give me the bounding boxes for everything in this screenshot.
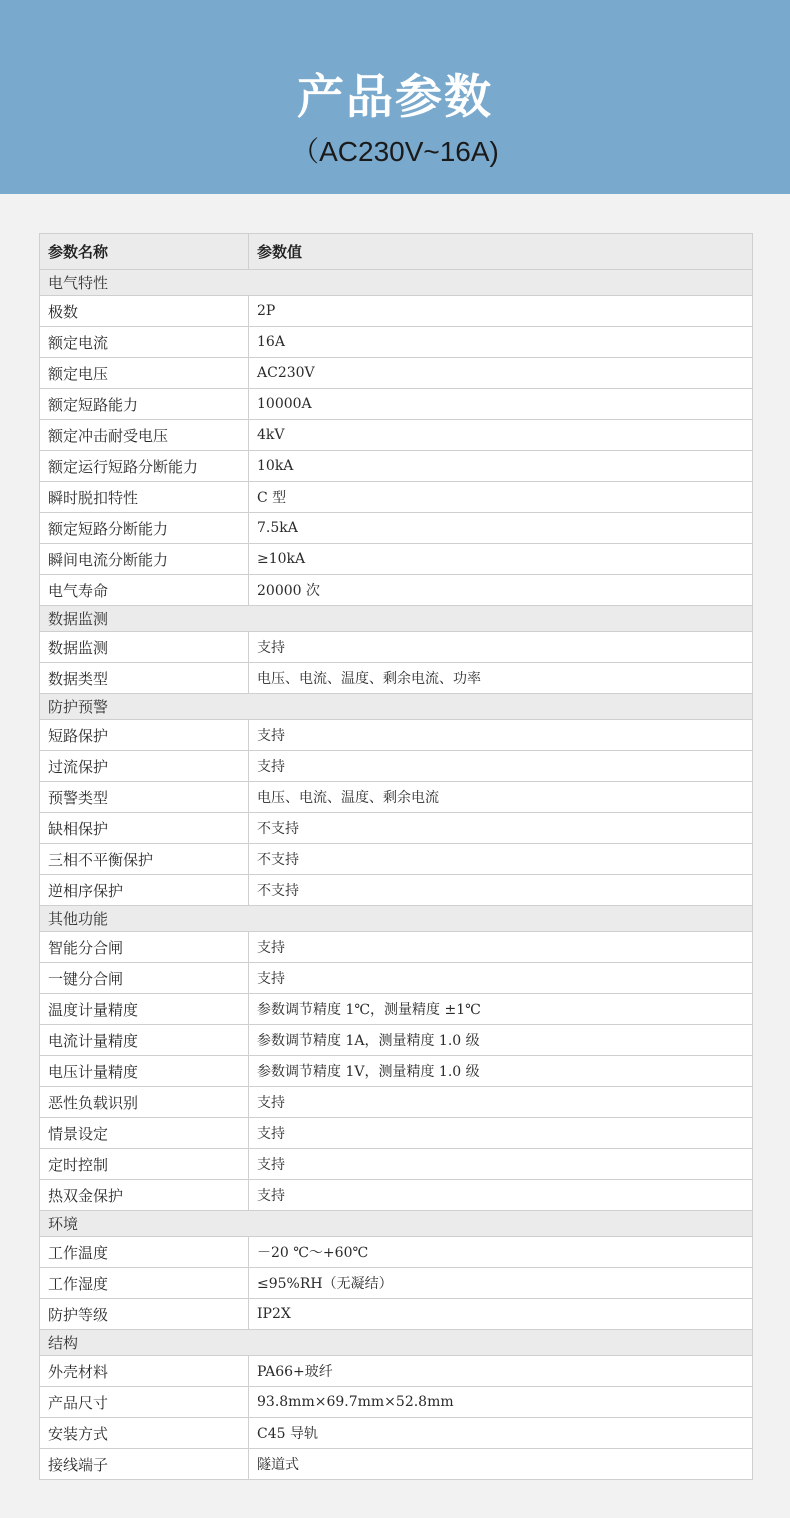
table-row [40,1087,753,1118]
spec-table [39,233,753,1480]
param-value-cell: 参数调节精度 1V，测量精度 1.0 级 [249,1056,753,1087]
param-name-cell: 电气寿命 [40,575,249,606]
param-value-cell: ≤95%RH（无凝结） [249,1268,753,1299]
table-header-row [40,234,753,270]
param-value-cell: 支持 [249,751,753,782]
param-value-cell: 支持 [249,632,753,663]
table-row [40,720,753,751]
param-name-cell: 接线端子 [40,1449,249,1480]
param-name-cell: 电流计量精度 [40,1025,249,1056]
param-value-cell: 支持 [249,932,753,963]
table-row [40,451,753,482]
table-row [40,751,753,782]
page-title: 产品参数 [297,70,493,125]
table-row [40,1118,753,1149]
table-row [40,1418,753,1449]
param-name-cell: 预警类型 [40,782,249,813]
param-name-cell: 温度计量精度 [40,994,249,1025]
param-name-cell: 数据监测 [40,632,249,663]
param-value-cell: 4kV [249,420,753,451]
table-row [40,544,753,575]
param-name-cell: 瞬间电流分断能力 [40,544,249,575]
section-title: 电气特性 [40,270,753,296]
param-name-cell: 产品尺寸 [40,1387,249,1418]
param-name-cell: 额定运行短路分断能力 [40,451,249,482]
table-row [40,327,753,358]
table-row [40,875,753,906]
table-row [40,389,753,420]
table-row [40,632,753,663]
section-title: 其他功能 [40,906,753,932]
table-row [40,1356,753,1387]
param-name-cell: 额定冲击耐受电压 [40,420,249,451]
param-value-cell: PA66+玻纤 [249,1356,753,1387]
table-row [40,420,753,451]
param-name-cell: 恶性负载识别 [40,1087,249,1118]
table-row [40,513,753,544]
table-row [40,994,753,1025]
table-row [40,782,753,813]
table-row [40,1299,753,1330]
param-name-cell: 三相不平衡保护 [40,844,249,875]
param-value-cell: 隧道式 [249,1449,753,1480]
param-value-cell: 93.8mm×69.7mm×52.8mm [249,1387,753,1418]
param-value-cell: 2P [249,296,753,327]
header-banner [0,0,790,194]
param-name-cell: 工作温度 [40,1237,249,1268]
param-value-cell: C 型 [249,482,753,513]
param-value-cell: 参数调节精度 1℃，测量精度 ±1℃ [249,994,753,1025]
param-value-cell: 10kA [249,451,753,482]
table-row [40,1268,753,1299]
param-name-cell: 额定电压 [40,358,249,389]
param-name-cell: 过流保护 [40,751,249,782]
param-name-cell: 额定短路能力 [40,389,249,420]
param-value-cell: 16A [249,327,753,358]
section-row [40,606,753,632]
param-value-cell: 20000 次 [249,575,753,606]
section-title: 数据监测 [40,606,753,632]
param-name-cell: 数据类型 [40,663,249,694]
param-value-cell: 电压、电流、温度、剩余电流、功率 [249,663,753,694]
param-value-cell: 不支持 [249,813,753,844]
param-name-cell: 电压计量精度 [40,1056,249,1087]
spec-table-body [40,270,753,1480]
param-name-cell: 极数 [40,296,249,327]
section-title: 防护预警 [40,694,753,720]
table-row [40,1237,753,1268]
param-value-cell: 电压、电流、温度、剩余电流 [249,782,753,813]
param-name-cell: 短路保护 [40,720,249,751]
section-title: 环境 [40,1211,753,1237]
param-value-cell: ≥10kA [249,544,753,575]
param-value-cell: AC230V [249,358,753,389]
param-value-cell: －20 ℃～+60℃ [249,1237,753,1268]
param-name-cell: 额定电流 [40,327,249,358]
section-title: 结构 [40,1330,753,1356]
param-value-cell: C45 导轨 [249,1418,753,1449]
table-row [40,1180,753,1211]
param-name-cell: 缺相保护 [40,813,249,844]
table-row [40,1025,753,1056]
param-name-cell: 工作湿度 [40,1268,249,1299]
table-row [40,1387,753,1418]
section-row [40,1330,753,1356]
column-header-param-name: 参数名称 [40,234,249,270]
param-value-cell: 参数调节精度 1A，测量精度 1.0 级 [249,1025,753,1056]
param-value-cell: 支持 [249,963,753,994]
param-name-cell: 额定短路分断能力 [40,513,249,544]
spec-table-container [39,233,752,1480]
table-row [40,844,753,875]
table-row [40,813,753,844]
param-value-cell: 支持 [249,720,753,751]
section-row [40,1211,753,1237]
param-name-cell: 情景设定 [40,1118,249,1149]
section-row [40,270,753,296]
param-name-cell: 逆相序保护 [40,875,249,906]
param-name-cell: 智能分合闸 [40,932,249,963]
param-value-cell: 支持 [249,1149,753,1180]
table-row [40,1149,753,1180]
table-row [40,482,753,513]
param-name-cell: 防护等级 [40,1299,249,1330]
param-value-cell: 不支持 [249,844,753,875]
param-value-cell: 支持 [249,1180,753,1211]
param-name-cell: 安装方式 [40,1418,249,1449]
param-name-cell: 外壳材料 [40,1356,249,1387]
table-row [40,575,753,606]
param-name-cell: 定时控制 [40,1149,249,1180]
table-row [40,963,753,994]
param-value-cell: 支持 [249,1087,753,1118]
param-value-cell: IP2X [249,1299,753,1330]
param-value-cell: 10000A [249,389,753,420]
section-row [40,906,753,932]
table-row [40,296,753,327]
table-row [40,358,753,389]
table-row [40,932,753,963]
section-row [40,694,753,720]
param-value-cell: 支持 [249,1118,753,1149]
column-header-param-value: 参数值 [249,234,753,270]
table-row [40,1056,753,1087]
param-name-cell: 瞬时脱扣特性 [40,482,249,513]
param-value-cell: 7.5kA [249,513,753,544]
table-row [40,663,753,694]
param-name-cell: 一键分合闸 [40,963,249,994]
param-name-cell: 热双金保护 [40,1180,249,1211]
table-row [40,1449,753,1480]
page-subtitle: （AC230V~16A) [291,136,499,167]
param-value-cell: 不支持 [249,875,753,906]
